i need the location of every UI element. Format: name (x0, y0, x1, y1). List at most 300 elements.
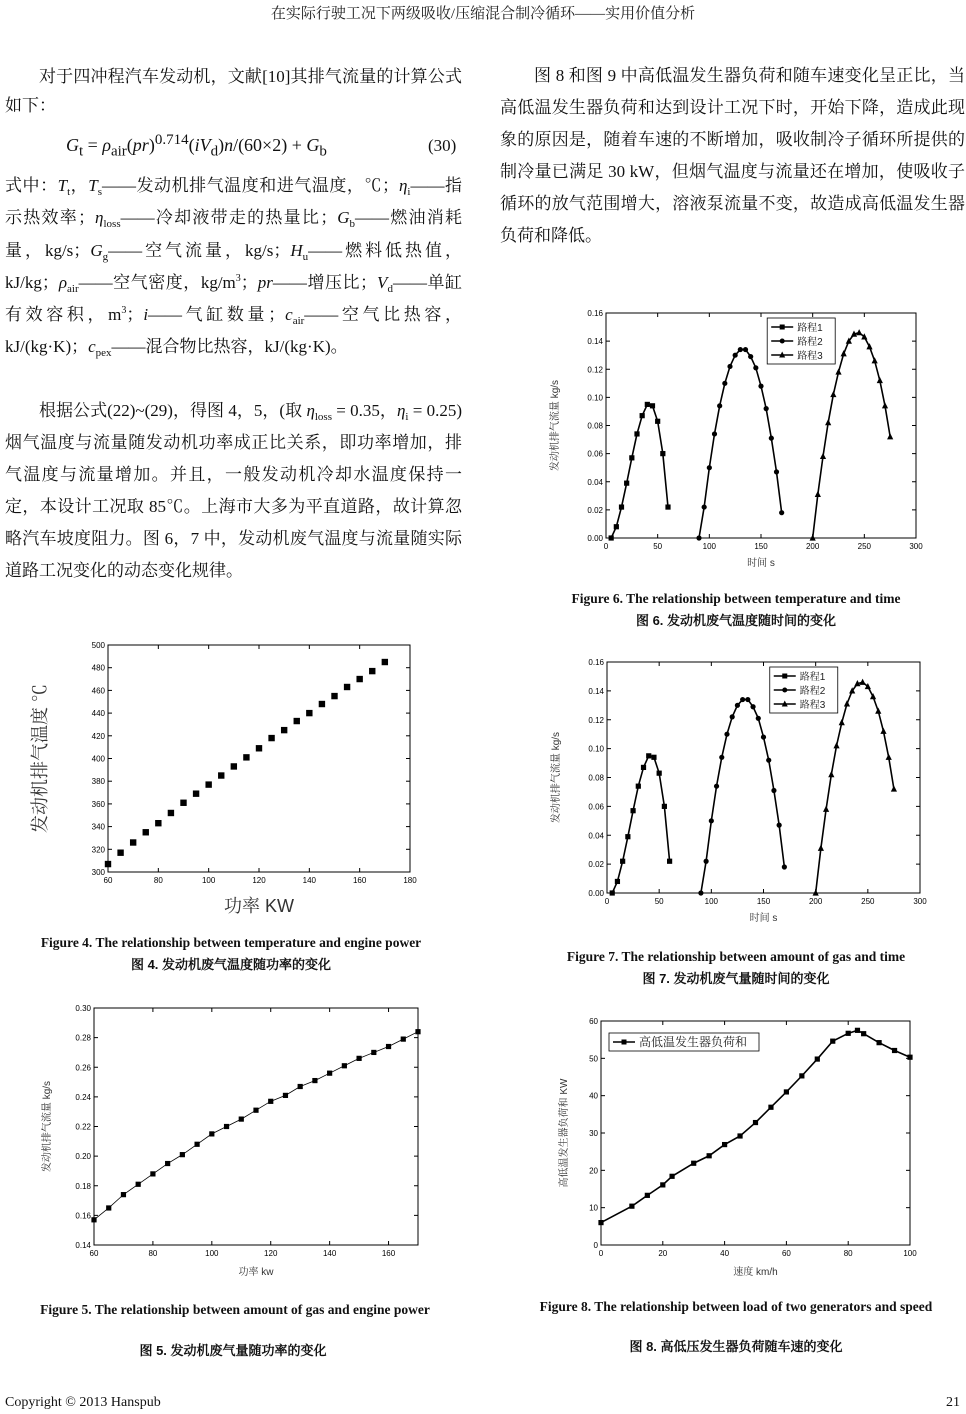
math-symbol: ρ (102, 135, 111, 155)
math-symbol: iV (194, 135, 211, 155)
y-tick-label: 0.14 (588, 686, 604, 696)
legend-label: 路程3 (799, 700, 826, 711)
data-point (841, 350, 847, 356)
data-point (846, 1031, 851, 1036)
data-point (766, 758, 771, 763)
fig7-caption-zh: 图 7. 发动机废气量随时间的变化 (642, 971, 830, 986)
data-point (130, 839, 136, 845)
data-point (753, 365, 758, 370)
text-run: ； (240, 272, 258, 292)
data-point (180, 800, 186, 806)
x-tick-label: 180 (403, 876, 417, 885)
data-point (882, 402, 888, 408)
data-point (743, 347, 748, 352)
x-tick-label: 160 (352, 876, 367, 885)
data-point (750, 704, 755, 709)
data-point (143, 829, 149, 835)
y-tick-label: 0.06 (588, 802, 604, 812)
data-point (239, 1116, 244, 1121)
data-point (150, 1171, 155, 1176)
data-point (702, 504, 707, 509)
data-point (825, 419, 831, 425)
x-tick-label: 50 (653, 542, 663, 551)
data-point (756, 716, 761, 721)
data-point (887, 433, 893, 439)
series-line (94, 1032, 418, 1220)
legend-marker (782, 674, 787, 679)
text-run: ——混合物比热容，kJ/(kg·K)。 (111, 337, 348, 357)
y-tick-label: 400 (91, 754, 105, 764)
data-point (660, 451, 665, 456)
math-subscript: t (67, 186, 71, 198)
y-axis-label: 发动机排气流量 kg/s (42, 1080, 53, 1173)
data-point (624, 481, 629, 486)
legend-label: 路程1 (799, 672, 826, 683)
running-header: 在实际行驶工况下两级吸收/压缩混合制冷循环——实用价值分析 (270, 6, 696, 22)
data-point (306, 710, 312, 716)
data-point (91, 1217, 96, 1222)
legend-label: 路程1 (797, 323, 823, 334)
y-axis-label: 高低温发生器负荷和 KW (559, 1078, 570, 1188)
math-symbol: ρ (58, 272, 68, 292)
math-symbol: G (90, 240, 103, 260)
math-symbol: G (337, 208, 350, 228)
math-subscript: i (407, 186, 411, 198)
fig5-caption-en: Figure 5. The relationship between amount of gas and engine power (40, 1302, 430, 1317)
data-point (281, 727, 287, 733)
copyright: Copyright © 2013 Hanspub (5, 1395, 161, 1410)
data-point (231, 763, 237, 769)
fig8-chart (557, 1017, 917, 1278)
series-line (611, 404, 668, 538)
data-point (782, 864, 787, 869)
data-point (283, 1093, 288, 1098)
data-point (641, 765, 646, 770)
y-tick-label: 0.22 (75, 1122, 91, 1132)
data-point (657, 771, 662, 776)
text-run: 根据公式(22)~(29)，得图 4，5，(取 (39, 401, 307, 420)
y-axis-label: 发动机排气温度 ℃ (30, 683, 50, 834)
y-tick-label: 340 (91, 822, 105, 832)
legend-label: 路程2 (797, 337, 823, 348)
x-tick-label: 100 (704, 897, 719, 906)
math-symbol: T (88, 176, 98, 195)
data-point (253, 1108, 258, 1113)
data-point (839, 719, 845, 725)
data-point (875, 707, 881, 713)
data-point (748, 354, 753, 359)
data-point (877, 1040, 882, 1045)
y-tick-label: 0.14 (75, 1241, 91, 1250)
y-tick-label: 30 (589, 1129, 598, 1138)
data-point (651, 755, 656, 760)
plot-frame (94, 1008, 418, 1245)
fig4-caption-en: Figure 4. The relationship between temperature and engine power (40, 935, 422, 950)
x-tick-label: 60 (89, 1249, 99, 1258)
y-tick-label: 0.28 (75, 1033, 91, 1043)
plot-frame (108, 645, 410, 872)
math-superscript: 3 (121, 305, 127, 317)
data-point (704, 859, 709, 864)
x-tick-label: 150 (754, 542, 768, 551)
y-tick-label: 0.12 (587, 365, 603, 375)
math-symbol: η (398, 176, 408, 195)
math-symbol: c (88, 337, 96, 357)
y-axis-label: 发动机排气流量 kg/s (551, 731, 562, 824)
data-point (331, 693, 337, 699)
y-tick-label: 440 (91, 709, 105, 719)
data-point (205, 781, 211, 787)
data-point (855, 1028, 860, 1033)
data-point (707, 1153, 712, 1158)
x-tick-label: 120 (264, 1249, 278, 1258)
data-point (719, 755, 724, 760)
data-point (815, 1056, 820, 1061)
data-point (136, 1182, 141, 1187)
data-point (386, 1044, 391, 1049)
y-tick-label: 0.10 (587, 393, 603, 403)
data-point (619, 504, 624, 509)
x-tick-label: 20 (658, 1249, 668, 1258)
data-point (371, 1050, 376, 1055)
data-point (665, 504, 670, 509)
data-point (872, 357, 878, 363)
text-run: ( (188, 135, 195, 155)
text-run: 式中： (5, 176, 58, 195)
series-line (612, 756, 669, 893)
data-point (774, 469, 779, 474)
data-point (820, 453, 826, 459)
math-subscript: loss (314, 411, 332, 423)
data-point (833, 742, 839, 748)
data-point (907, 1055, 912, 1060)
fig6-caption-zh: 图 6. 发动机废气温度随时间的变化 (635, 613, 837, 628)
data-point (630, 808, 635, 813)
data-point (620, 859, 625, 864)
data-point (415, 1029, 420, 1034)
x-tick-label: 40 (720, 1249, 730, 1258)
x-tick-label: 120 (252, 876, 266, 885)
math-superscript: 0.714 (154, 132, 189, 148)
legend-marker (780, 339, 785, 344)
fig7-caption-en: Figure 7. The relationship between amount of gas and time (566, 949, 906, 964)
math-subscript: loss (103, 218, 121, 231)
data-point (830, 1039, 835, 1044)
data-point (168, 810, 174, 816)
x-tick-label: 60 (103, 876, 113, 885)
data-point (180, 1152, 185, 1157)
data-point (155, 820, 161, 826)
legend-marker (622, 1040, 627, 1045)
math-symbol: G (66, 135, 79, 155)
y-tick-label: 360 (91, 799, 105, 809)
math-subscript: d (210, 143, 219, 160)
data-point (209, 1131, 214, 1136)
x-tick-label: 300 (913, 897, 927, 906)
fig7-chart (549, 658, 927, 924)
math-symbol: pr (257, 272, 273, 292)
data-point (758, 384, 763, 389)
y-tick-label: 0.30 (75, 1004, 91, 1013)
fig8-caption-en: Figure 8. The relationship between load of two generators and speed (539, 1299, 933, 1314)
x-axis-label: 时间 s (749, 913, 778, 924)
math-symbol: V (377, 272, 388, 292)
data-point (709, 818, 714, 823)
math-subscript: u (302, 250, 309, 263)
math-symbol: η (306, 401, 315, 420)
data-point (861, 1031, 866, 1036)
data-point (761, 734, 766, 739)
y-tick-label: 60 (589, 1017, 598, 1026)
data-point (268, 735, 274, 741)
series-line (701, 700, 784, 893)
math-subscript: t (79, 143, 84, 160)
data-point (735, 703, 740, 708)
y-tick-label: 10 (589, 1203, 598, 1213)
x-tick-label: 250 (861, 897, 875, 906)
data-point (730, 714, 735, 719)
x-tick-label: 150 (756, 897, 771, 906)
data-point (769, 436, 774, 441)
math-superscript: 3 (235, 272, 241, 284)
x-axis-label: 功率 kw (238, 1267, 274, 1278)
y-axis-label: 发动机排气流量 kg/s (550, 379, 561, 472)
data-point (717, 403, 722, 408)
data-point (722, 381, 727, 386)
data-point (724, 732, 729, 737)
data-point (319, 701, 325, 707)
data-point (646, 753, 651, 758)
text-run: ——空气比热容，kJ/(kg·K)； (5, 305, 462, 357)
data-point (880, 728, 886, 734)
text-run: /(60×2) + (233, 135, 307, 155)
data-point (165, 1161, 170, 1166)
data-point (655, 419, 660, 424)
data-point (640, 413, 645, 418)
data-point (106, 1205, 111, 1210)
y-tick-label: 0.16 (587, 309, 603, 318)
x-tick-label: 200 (808, 897, 823, 906)
data-point (753, 1120, 758, 1125)
y-tick-label: 0.20 (75, 1152, 91, 1162)
data-point (745, 697, 750, 702)
x-tick-label: 140 (322, 1249, 337, 1258)
text-run: ——燃料低热值，kJ/kg； (5, 240, 463, 292)
y-tick-label: 380 (91, 777, 105, 787)
x-tick-label: 80 (153, 876, 163, 885)
y-tick-label: 300 (91, 868, 105, 877)
x-tick-label: 100 (205, 1249, 219, 1258)
math-symbol: pr (132, 135, 149, 155)
data-point (727, 364, 732, 369)
data-point (823, 806, 829, 812)
data-point (598, 1220, 603, 1225)
data-point (194, 1142, 199, 1147)
data-point (667, 859, 672, 864)
x-tick-label: 250 (857, 542, 872, 551)
data-point (892, 1048, 897, 1053)
data-point (737, 1133, 742, 1138)
legend-label: 高低温发生器负荷和 (639, 1035, 748, 1049)
x-tick-label: 0 (604, 897, 610, 906)
math-symbol: c (285, 305, 293, 325)
text-run: ； (126, 305, 144, 325)
y-tick-label: 0.12 (588, 715, 604, 725)
math-subscript: air (292, 315, 305, 328)
data-point (218, 772, 224, 778)
y-tick-label: 420 (91, 731, 105, 741)
data-point (327, 1071, 332, 1076)
y-tick-label: 20 (589, 1166, 598, 1176)
data-point (740, 697, 745, 702)
data-point (312, 1078, 317, 1083)
fig6-caption-en: Figure 6. The relationship between temperature and time (571, 591, 901, 606)
y-tick-label: 0 (593, 1241, 598, 1250)
data-point (105, 861, 111, 867)
data-point (610, 890, 615, 895)
y-tick-label: 500 (91, 641, 105, 650)
data-point (615, 879, 620, 884)
text-run: ——气缸数量； (148, 305, 286, 325)
x-tick-label: 300 (909, 542, 923, 551)
math-subscript: g (102, 250, 109, 263)
data-point (662, 804, 667, 809)
data-point (121, 1192, 126, 1197)
data-point (382, 659, 388, 665)
data-point (764, 406, 769, 411)
x-tick-label: 80 (843, 1249, 853, 1258)
fig5-chart (40, 1004, 421, 1278)
math-subscript: b (319, 143, 327, 160)
data-point (636, 784, 641, 789)
x-tick-label: 80 (148, 1249, 158, 1258)
legend-label: 路程3 (797, 351, 823, 362)
math-symbol: η (95, 208, 104, 228)
text-run: ， (70, 176, 89, 195)
text-run: ) (218, 135, 225, 155)
fig4-caption-zh: 图 4. 发动机废气温度随功率的变化 (130, 957, 332, 972)
x-tick-label: 0 (603, 542, 609, 551)
data-point (669, 1174, 674, 1179)
data-point (634, 431, 639, 436)
data-point (614, 524, 619, 529)
text-run: ——指示热效率； (5, 176, 463, 228)
y-tick-label: 0.08 (588, 773, 604, 783)
data-point (891, 785, 897, 791)
data-point (886, 754, 892, 760)
data-point (401, 1037, 406, 1042)
text-run: ——单缸有效容积，m (5, 272, 463, 325)
data-point (738, 347, 743, 352)
data-point (768, 1105, 773, 1110)
x-tick-label: 160 (381, 1249, 396, 1258)
data-point (224, 1124, 229, 1129)
y-tick-label: 0.08 (587, 421, 603, 431)
series-line (699, 350, 782, 538)
data-point (818, 845, 824, 851)
y-tick-label: 0.00 (588, 889, 604, 898)
math-subscript: air (67, 282, 79, 295)
data-point (356, 1056, 361, 1061)
data-point (117, 850, 123, 856)
series-line (816, 682, 894, 893)
fig6-chart (548, 309, 923, 569)
math-symbol: i (143, 305, 149, 325)
data-point (830, 391, 836, 397)
y-tick-label: 0.14 (587, 337, 603, 347)
data-point (298, 1084, 303, 1089)
x-tick-label: 100 (201, 876, 216, 885)
data-point (243, 754, 249, 760)
data-point (771, 788, 776, 793)
data-point (356, 676, 362, 682)
y-tick-label: 0.04 (587, 477, 603, 487)
text-run: = 0.35， (332, 401, 397, 420)
text-run: = (83, 135, 103, 155)
text-run: ) (148, 135, 155, 155)
data-point (342, 1063, 347, 1068)
data-point (625, 834, 630, 839)
data-point (629, 1204, 634, 1209)
x-tick-label: 140 (302, 876, 317, 885)
x-tick-label: 50 (654, 897, 664, 906)
y-tick-label: 0.06 (587, 449, 603, 459)
y-tick-label: 0.04 (588, 831, 604, 841)
page-number: 21 (946, 1395, 960, 1410)
data-point (856, 329, 862, 335)
y-tick-label: 0.02 (588, 860, 604, 870)
data-point (722, 1142, 727, 1147)
data-point (733, 353, 738, 358)
x-tick-label: 60 (781, 1249, 791, 1258)
data-point (691, 1161, 696, 1166)
data-point (193, 790, 199, 796)
text-run: ——空气流量，kg/s； (108, 240, 291, 260)
fig5-caption-zh: 图 5. 发动机废气量随功率的变化 (139, 1343, 327, 1358)
fig4-chart (30, 641, 417, 916)
math-subscript: d (387, 282, 393, 295)
y-tick-label: 50 (589, 1054, 598, 1064)
data-point (860, 679, 866, 685)
math-subscript: air (110, 143, 127, 160)
x-tick-label: 100 (702, 542, 717, 551)
math-subscript: i (405, 411, 409, 423)
text-run: ——发动机排气温度和进气温度，℃； (101, 176, 399, 195)
text-run: 对于四冲程汽车发动机，文献[10]其排气流量的计算公式如下： (5, 67, 462, 115)
y-tick-label: 0.18 (75, 1181, 91, 1191)
legend-marker (782, 688, 787, 693)
data-point (714, 784, 719, 789)
data-point (784, 1089, 789, 1094)
data-point (268, 1099, 273, 1104)
data-point (877, 377, 883, 383)
data-point (844, 700, 850, 706)
math-subscript: pex (95, 347, 112, 360)
data-point (256, 745, 262, 751)
y-tick-label: 40 (589, 1091, 598, 1101)
data-point (660, 1182, 665, 1187)
data-point (707, 465, 712, 470)
x-axis-label: 速度 km/h (733, 1267, 778, 1278)
text-run: = 0.25)烟气温度与流量随发动机功率成正比关系，即功率增加，排气温度与流量增加。并且，一般发动机冷却水温度保持一定，本设计工况取 85℃。上海市大多为平直道路，故计算忽略汽车坡度阻力。图 6，7 中，发动机废气温度与流量随实际道路工况变化的动态变化规律。 (5, 401, 463, 580)
x-tick-label: 0 (598, 1249, 604, 1258)
text-run: ——燃油消耗量，kg/s； (5, 208, 463, 260)
data-point (645, 402, 650, 407)
y-tick-label: 480 (91, 663, 105, 673)
y-tick-label: 0.26 (75, 1063, 91, 1073)
data-point (645, 1193, 650, 1198)
x-tick-label: 200 (805, 542, 820, 551)
